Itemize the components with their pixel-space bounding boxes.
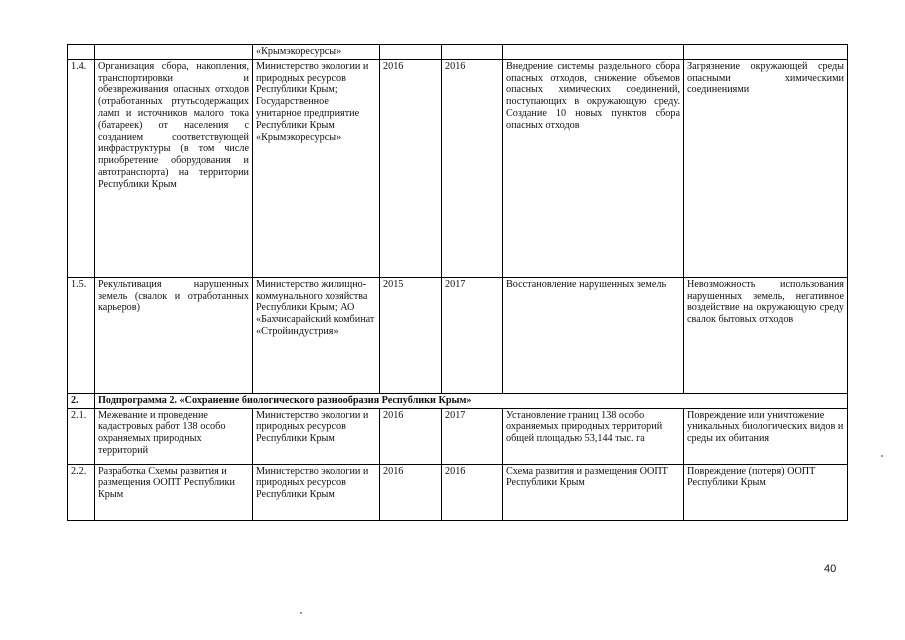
expected-result <box>503 45 684 60</box>
row-number: 2.1. <box>68 408 95 464</box>
start-year <box>380 45 442 60</box>
table-row <box>68 277 848 393</box>
measure-name: Межевание и проведение кадастровых работ 138 особо охраняемых природных территорий <box>95 408 253 464</box>
expected-result: Схема развития и размещения ООПТ Республики Крым <box>503 464 684 520</box>
expected-result: Установление границ 138 особо охраняемых природных территорий общей площадью 53,144 тыс. га <box>503 408 684 464</box>
table-row <box>68 59 848 277</box>
measure-name <box>95 45 253 60</box>
subprogram-number: 2. <box>68 393 95 408</box>
end-year: 2016 <box>442 59 503 277</box>
subprogram-row <box>68 393 848 408</box>
measure-name: Разработка Схемы развития и размещения ООПТ Республики Крым <box>95 464 253 520</box>
start-year: 2016 <box>380 464 442 520</box>
table-row <box>68 464 848 520</box>
risk-consequence: Невозможность использования нарушенных земель, негативное воздействие на окружающую среду свалок бытовых отходов <box>684 277 848 393</box>
risk-consequence: Загрязнение окружающей среды опасными химическими соединениями <box>684 59 848 277</box>
executor: Министерство экологии и природных ресурсов Республики Крым <box>253 464 380 520</box>
scan-speck <box>300 612 302 614</box>
end-year: 2017 <box>442 277 503 393</box>
start-year: 2015 <box>380 277 442 393</box>
risk-consequence <box>684 45 848 60</box>
row-number: 1.5. <box>68 277 95 393</box>
risk-consequence: Повреждение (потеря) ООПТ Республики Крым <box>684 464 848 520</box>
risk-consequence: Повреждение или уничтожение уникальных биологических видов и среды их обитания <box>684 408 848 464</box>
executor: Министерство экологии и природных ресурсов Республики Крым; Государственное унитарное предприятие Республики Крым «Крымэкоресурсы» <box>253 59 380 277</box>
measure-name: Организация сбора, накопления, транспортировки и обезвреживания опасных отходов (отработанных ртутьсодержащих ламп и источников малого тока (батареек) от населения с созданием соответствующей инфраструктуры (в том числе приобретение оборудования и автотранспорта) на территории Республики Крым <box>95 59 253 277</box>
row-number <box>68 45 95 60</box>
scan-speck <box>881 455 883 457</box>
subprogram-title: Подпрограмма 2. «Сохранение биологического разнообразия Республики Крым» <box>95 393 848 408</box>
expected-result: Восстановление нарушенных земель <box>503 277 684 393</box>
row-number: 2.2. <box>68 464 95 520</box>
table-row <box>68 408 848 464</box>
table-row <box>68 45 848 60</box>
expected-result: Внедрение системы раздельного сбора опасных отходов, снижение объемов опасных химических соединений, поступающих в окружающую среду. Создание 10 новых пунктов сбора опасных отходов <box>503 59 684 277</box>
measure-name: Рекультивация нарушенных земель (свалок и отработанных карьеров) <box>95 277 253 393</box>
end-year <box>442 45 503 60</box>
end-year: 2016 <box>442 464 503 520</box>
executor: «Крымэкоресурсы» <box>253 45 380 60</box>
executor: Министерство экологии и природных ресурсов Республики Крым <box>253 408 380 464</box>
page-number: 40 <box>824 563 837 575</box>
end-year: 2017 <box>442 408 503 464</box>
start-year: 2016 <box>380 59 442 277</box>
executor: Министерство жилищно-коммунального хозяйства Республики Крым; АО «Бахчисарайский комбинат «Стройиндустрия» <box>253 277 380 393</box>
start-year: 2016 <box>380 408 442 464</box>
program-table <box>67 44 848 521</box>
row-number: 1.4. <box>68 59 95 277</box>
